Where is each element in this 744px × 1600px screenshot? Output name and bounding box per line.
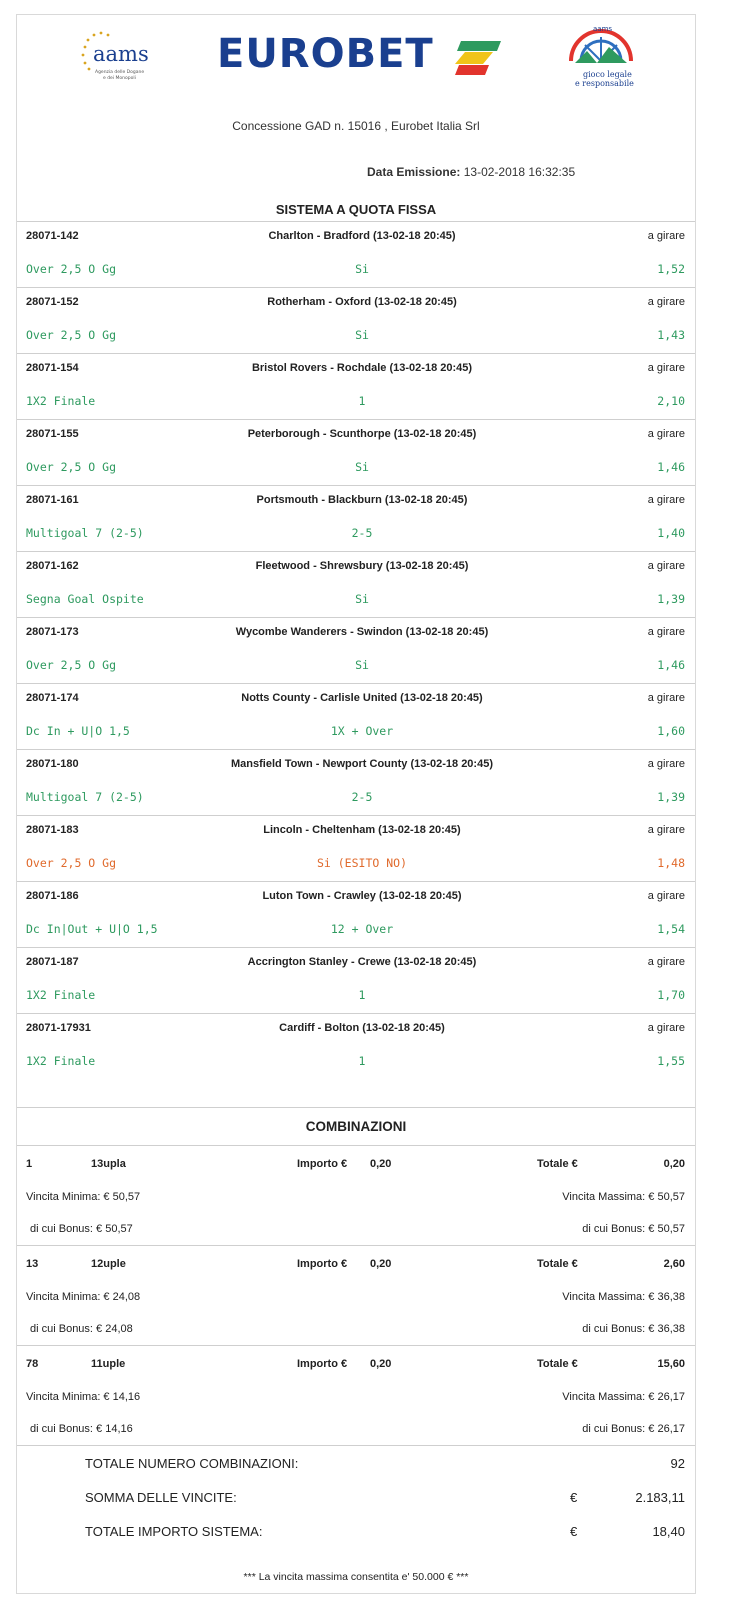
data-emissione [367, 165, 575, 179]
event-row [17, 287, 695, 353]
event-bet-type: Dc In|Out + U|O 1,5 [26, 922, 158, 936]
document-title: SISTEMA A QUOTA FISSA [275, 202, 437, 217]
totale-value: 2,60 [663, 1258, 685, 1270]
event-status: a girare [647, 890, 685, 902]
combination-type: 12uple [91, 1258, 126, 1270]
event-row [17, 485, 695, 551]
sum-winnings-row [17, 1490, 695, 1510]
event-match: Portsmouth - Blackburn (13-02-18 20:45) [256, 494, 468, 506]
event-pick: 1X + Over [330, 724, 394, 738]
eurobet-flag-icon [453, 39, 503, 79]
event-pick: 1 [358, 988, 366, 1002]
event-code: 28071-174 [26, 692, 79, 704]
totale-label: Totale € [537, 1358, 578, 1370]
event-row [17, 815, 695, 881]
event-row [17, 221, 695, 287]
event-match: Fleetwood - Shrewsbury (13-02-18 20:45) [255, 560, 469, 572]
event-odds: 1,52 [657, 262, 685, 276]
event-status: a girare [647, 692, 685, 704]
vincita-minima: Vincita Minima: € 14,16 [26, 1391, 141, 1403]
event-code: 28071-183 [26, 824, 79, 836]
event-match: Mansfield Town - Newport County (13-02-18 20:45) [230, 758, 493, 770]
event-code: 28071-161 [26, 494, 79, 506]
event-status: a girare [647, 956, 685, 968]
event-pick: 12 + Over [330, 922, 394, 936]
event-code: 28071-154 [26, 362, 79, 374]
total-amount-value: 18,40 [652, 1524, 685, 1539]
importo-value: 0,20 [370, 1358, 392, 1370]
totale-value: 0,20 [663, 1158, 685, 1170]
combination-type: 11uple [91, 1358, 126, 1370]
event-match: Peterborough - Scunthorpe (13-02-18 20:45) [247, 428, 477, 440]
event-row [17, 749, 695, 815]
totale-label: Totale € [537, 1258, 578, 1270]
event-row [17, 1013, 695, 1079]
event-pick: Si [355, 460, 369, 474]
event-pick: Si [355, 658, 369, 672]
combination-row [17, 1245, 695, 1345]
event-row [17, 353, 695, 419]
event-bet-type: Dc In + U|O 1,5 [26, 724, 130, 738]
event-row [17, 683, 695, 749]
event-status: a girare [647, 824, 685, 836]
vincita-massima: Vincita Massima: € 50,57 [562, 1191, 685, 1203]
event-bet-type: Multigoal 7 (2-5) [26, 790, 144, 804]
svg-text:Agenzia delle Dogane: Agenzia delle Dogane [95, 70, 145, 75]
event-status: a girare [647, 494, 685, 506]
vincita-minima: Vincita Minima: € 50,57 [26, 1191, 141, 1203]
sum-winnings-value: 2.183,11 [635, 1490, 685, 1505]
event-odds: 1,46 [657, 658, 685, 672]
event-row [17, 617, 695, 683]
event-row [17, 881, 695, 947]
vincita-minima: Vincita Minima: € 24,08 [26, 1291, 141, 1303]
event-odds: 1,39 [657, 592, 685, 606]
event-bet-type: Over 2,5 O Gg [26, 658, 117, 672]
event-odds: 1,48 [657, 856, 685, 870]
sum-winnings-currency: € [570, 1490, 578, 1505]
event-code: 28071-152 [26, 296, 79, 308]
event-pick: 2-5 [351, 790, 373, 804]
combination-row [17, 1145, 695, 1245]
event-code: 28071-173 [26, 626, 79, 638]
eurobet-logo [217, 31, 507, 81]
event-match: Cardiff - Bolton (13-02-18 20:45) [279, 1022, 445, 1034]
totale-label: Totale € [537, 1158, 578, 1170]
event-pick: Si [355, 262, 369, 276]
sum-winnings-label: SOMMA DELLE VINCITE: [85, 1490, 237, 1505]
event-match: Charlton - Bradford (13-02-18 20:45) [268, 230, 456, 242]
event-bet-type: Over 2,5 O Gg [26, 328, 117, 342]
event-code: 28071-186 [26, 890, 79, 902]
totale-value: 15,60 [657, 1358, 685, 1370]
event-pick: 1 [358, 1054, 366, 1068]
event-status: a girare [647, 428, 685, 440]
total-combinations-value: 92 [670, 1456, 685, 1471]
combinazioni-list [17, 1145, 695, 1445]
event-bet-type: 1X2 Finale [26, 394, 96, 408]
total-amount-row [17, 1524, 695, 1544]
gioco-legale-logo [565, 23, 637, 93]
event-odds: 1,54 [657, 922, 685, 936]
event-pick: Si [355, 592, 369, 606]
event-code: 28071-17931 [26, 1022, 91, 1034]
event-code: 28071-155 [26, 428, 79, 440]
svg-text:gioco legale: gioco legale [583, 70, 632, 79]
totals-section [17, 1445, 695, 1565]
total-combinations-row [17, 1456, 695, 1476]
event-match: Accrington Stanley - Crewe (13-02-18 20:45) [247, 956, 477, 968]
bonus-massimo: di cui Bonus: € 36,38 [582, 1323, 685, 1335]
event-bet-type: Over 2,5 O Gg [26, 262, 117, 276]
event-bet-type: Over 2,5 O Gg [26, 460, 117, 474]
event-match: Lincoln - Cheltenham (13-02-18 20:45) [263, 824, 461, 836]
event-status: a girare [647, 758, 685, 770]
event-pick: 2-5 [351, 526, 373, 540]
emissione-value: 13-02-2018 16:32:35 [463, 165, 576, 179]
max-win-notice: *** La vincita massima consentita e' 50.000 € *** [243, 1571, 469, 1583]
combinazioni-title: COMBINAZIONI [17, 1107, 695, 1145]
total-amount-label: TOTALE IMPORTO SISTEMA: [85, 1524, 263, 1539]
event-status: a girare [647, 296, 685, 308]
combination-count: 1 [26, 1158, 33, 1170]
event-code: 28071-142 [26, 230, 79, 242]
svg-text:e dei Monopoli: e dei Monopoli [103, 76, 136, 81]
vincita-massima: Vincita Massima: € 36,38 [562, 1291, 685, 1303]
events-list [17, 221, 695, 1079]
aams-logo [75, 25, 155, 85]
event-code: 28071-180 [26, 758, 79, 770]
event-pick: 1 [358, 394, 366, 408]
importo-label: Importo € [297, 1258, 348, 1270]
importo-value: 0,20 [370, 1258, 392, 1270]
event-odds: 1,40 [657, 526, 685, 540]
event-code: 28071-162 [26, 560, 79, 572]
bonus-massimo: di cui Bonus: € 26,17 [582, 1423, 685, 1435]
event-status: a girare [647, 626, 685, 638]
ticket [16, 14, 696, 1594]
event-status: a girare [647, 362, 685, 374]
event-match: Bristol Rovers - Rochdale (13-02-18 20:45) [251, 362, 473, 374]
event-pick: Si (ESITO NO) [316, 856, 407, 870]
total-combinations-label: TOTALE NUMERO COMBINAZIONI: [85, 1456, 299, 1471]
event-pick: Si [355, 328, 369, 342]
event-match: Notts County - Carlisle United (13-02-18 20:45) [241, 692, 483, 704]
event-status: a girare [647, 560, 685, 572]
aams-logo-text: aams [93, 42, 149, 66]
event-bet-type: Multigoal 7 (2-5) [26, 526, 144, 540]
gioco-logo-top: aams [593, 25, 613, 33]
event-status: a girare [647, 1022, 685, 1034]
svg-text:e responsabile: e responsabile [575, 79, 634, 88]
event-match: Wycombe Wanderers - Swindon (13-02-18 20:45) [235, 626, 489, 638]
event-odds: 1,70 [657, 988, 685, 1002]
total-amount-currency: € [570, 1524, 578, 1539]
importo-label: Importo € [297, 1158, 348, 1170]
event-match: Luton Town - Crawley (13-02-18 20:45) [262, 890, 462, 902]
event-row [17, 551, 695, 617]
combination-count: 78 [26, 1358, 39, 1370]
combination-count: 13 [26, 1258, 39, 1270]
importo-value: 0,20 [370, 1158, 392, 1170]
event-odds: 1,55 [657, 1054, 685, 1068]
event-odds: 1,60 [657, 724, 685, 738]
emissione-label: Data Emissione: [367, 165, 461, 179]
bonus-minimo: di cui Bonus: € 14,16 [30, 1423, 133, 1435]
vincita-massima: Vincita Massima: € 26,17 [562, 1391, 685, 1403]
event-bet-type: 1X2 Finale [26, 1054, 96, 1068]
bonus-minimo: di cui Bonus: € 24,08 [30, 1323, 133, 1335]
concessione-text: Concessione GAD n. 15016 , Eurobet Italia Srl [232, 119, 480, 133]
bonus-minimo: di cui Bonus: € 50,57 [30, 1223, 133, 1235]
event-row [17, 947, 695, 1013]
brand-name: EUROBET [217, 31, 434, 77]
event-bet-type: Over 2,5 O Gg [26, 856, 117, 870]
event-status: a girare [647, 230, 685, 242]
event-row [17, 419, 695, 485]
event-odds: 2,10 [657, 394, 685, 408]
event-bet-type: Segna Goal Ospite [26, 592, 144, 606]
ticket-header [17, 15, 695, 215]
event-match: Rotherham - Oxford (13-02-18 20:45) [267, 296, 457, 308]
event-bet-type: 1X2 Finale [26, 988, 96, 1002]
importo-label: Importo € [297, 1358, 348, 1370]
combination-row [17, 1345, 695, 1445]
event-odds: 1,46 [657, 460, 685, 474]
event-odds: 1,39 [657, 790, 685, 804]
bonus-massimo: di cui Bonus: € 50,57 [582, 1223, 685, 1235]
combination-type: 13upla [91, 1158, 126, 1170]
event-code: 28071-187 [26, 956, 79, 968]
event-odds: 1,43 [657, 328, 685, 342]
